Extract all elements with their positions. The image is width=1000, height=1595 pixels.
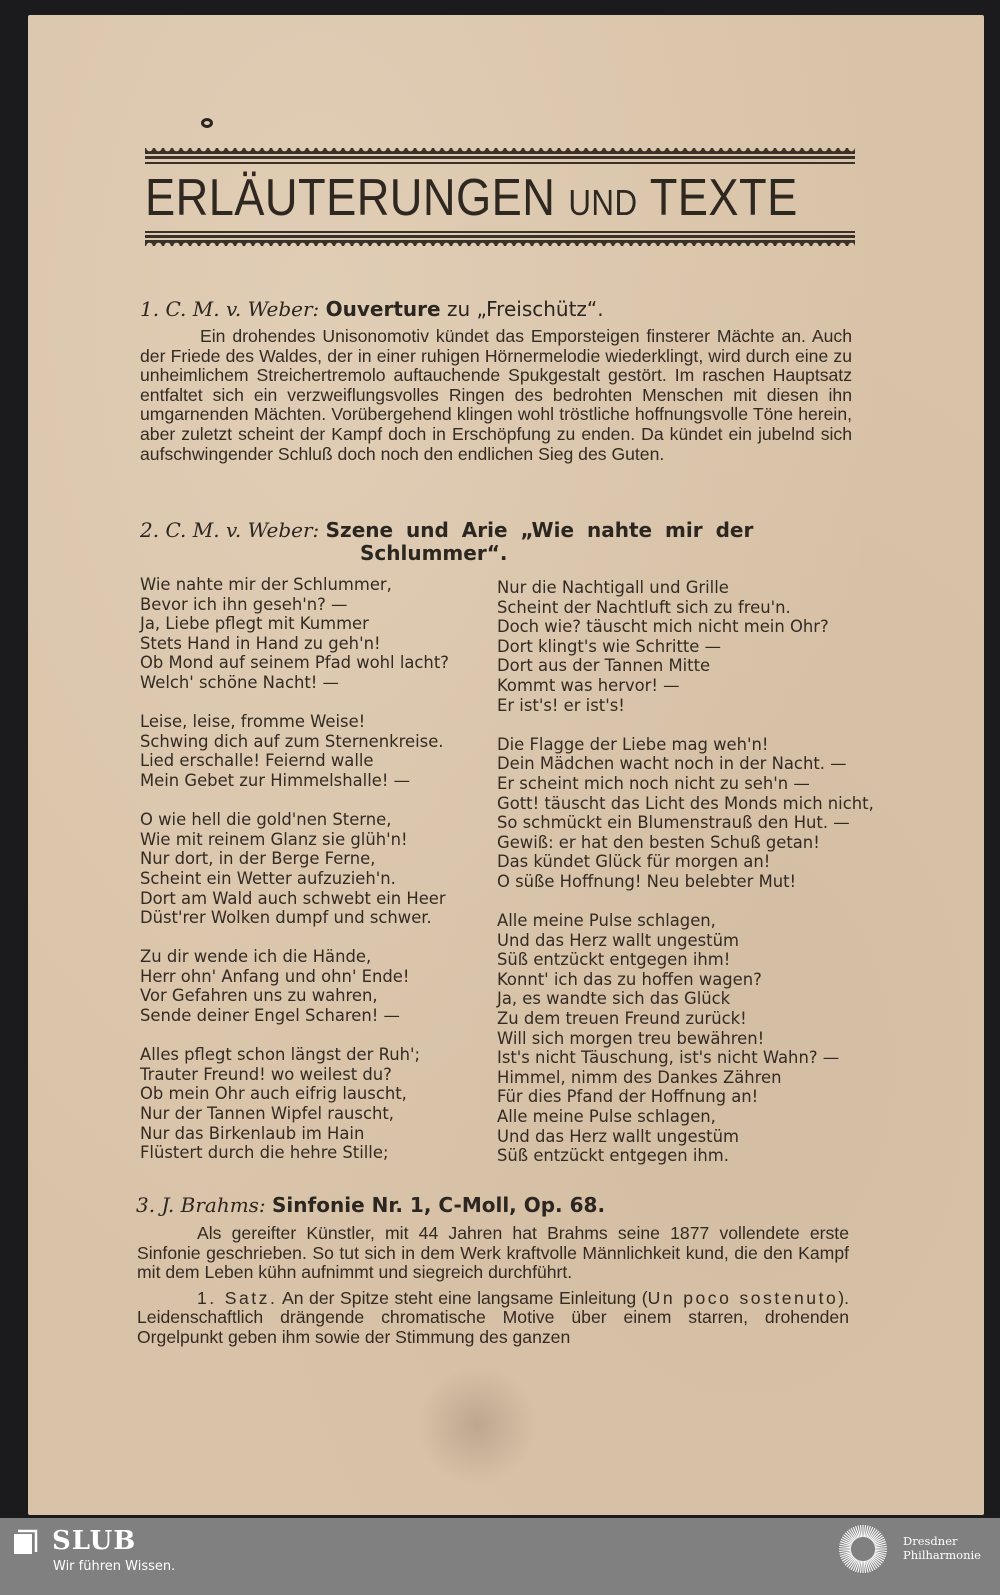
partner-name	[903, 1534, 981, 1562]
page-title	[145, 168, 798, 233]
verse-line: O süße Hoffnung! Neu belebter Mut!	[497, 871, 797, 891]
verse-line: Ja, Liebe pflegt mit Kummer	[140, 614, 369, 634]
verse-line: Lied erschalle! Feiernd walle	[140, 751, 374, 771]
verse-line: Düst'rer Wolken dumpf und schwer.	[140, 908, 432, 928]
composer: C. M. v. Weber:	[165, 518, 320, 542]
verse-line: Dort am Wald auch schwebt ein Heer	[140, 888, 446, 908]
verse-line: Will sich morgen treu bewähren!	[497, 1028, 765, 1048]
footer-bar	[0, 1518, 1000, 1595]
verse-line: Dort klingt's wie Schritte —	[497, 636, 721, 656]
verse-line: Er ist's! er ist's!	[497, 695, 625, 715]
verse-line: Wie mit reinem Glanz sie glüh'n!	[140, 829, 408, 849]
verse-line: Er scheint mich noch nicht zu seh'n —	[497, 773, 810, 793]
stanza-gap	[140, 928, 449, 948]
section-1-heading	[140, 297, 604, 321]
verse-line: Sende deiner Engel Scharen! —	[140, 1006, 400, 1026]
verse-line: Gott! täuscht das Licht des Monds mich nicht,	[497, 793, 874, 813]
verse-line: Das kündet Glück für morgen an!	[497, 852, 771, 872]
partner-name-line1: Dresdner	[903, 1534, 958, 1548]
library-name: SLUB	[52, 1526, 137, 1556]
verse-line: Scheint der Nachtluft sich zu freu'n.	[497, 597, 791, 617]
verse-line: Schwing dich auf zum Sternenkreise.	[140, 731, 444, 751]
verse-line: Dein Mädchen wacht noch in der Nacht. —	[497, 754, 847, 774]
verse-line: O wie hell die gold'nen Sterne,	[140, 810, 392, 830]
verse-line: Leise, leise, fromme Weise!	[140, 712, 366, 732]
logo-ray	[875, 1546, 887, 1547]
verse-line: Herr ohn' Anfang und ohn' Ende!	[140, 966, 410, 986]
header-ornament-top	[145, 148, 855, 164]
movement-paragraph	[137, 1289, 849, 1348]
logo-ray	[860, 1561, 861, 1573]
work-title: Ouverture	[325, 297, 441, 321]
verse-line: Ja, es wandte sich das Glück	[497, 989, 731, 1009]
section-3-heading	[136, 1193, 605, 1217]
stanza-gap	[140, 791, 449, 811]
logo-ray	[864, 1525, 865, 1537]
verse-line: Mein Gebet zur Himmelshalle! —	[140, 770, 411, 790]
verse-line: Wie nahte mir der Schlummer,	[140, 575, 392, 594]
verse-line: Stets Hand in Hand zu geh'n!	[140, 633, 381, 653]
section-number: 3.	[136, 1193, 156, 1217]
library-tagline: Wir führen Wissen.	[53, 1559, 176, 1574]
verse-line: Gewiß: er hat den besten Schuß getan!	[497, 832, 820, 852]
verse-line: Süß entzückt entgegen ihm!	[497, 950, 731, 970]
composer: C. M. v. Weber:	[165, 297, 320, 321]
verse-line: Doch wie? täuscht mich nicht mein Ohr?	[497, 617, 829, 637]
verse-line: Ist's nicht Täuschung, ist's nicht Wahn? —	[497, 1048, 840, 1068]
section-number: 2.	[140, 518, 160, 542]
verse-line: Nur dort, in der Berge Ferne,	[140, 849, 376, 869]
section-1-text	[140, 327, 852, 464]
verse-line: Vor Gefahren uns zu wahren,	[140, 986, 378, 1006]
verse-line: Zu dem treuen Freund zurück!	[497, 1009, 747, 1029]
verse-line: Dort aus der Tannen Mitte	[497, 656, 711, 676]
slub-logo-icon	[14, 1528, 40, 1554]
logo-ray	[860, 1525, 861, 1537]
work-title-cont: Schlummer“.	[360, 541, 508, 565]
verse-line: Flüstert durch die hehre Stille;	[140, 1143, 389, 1163]
verse-column-left	[140, 575, 449, 1163]
title-connector: UND	[568, 182, 638, 223]
stanza-gap	[497, 892, 874, 912]
verse-line: Alle meine Pulse schlagen,	[497, 1107, 716, 1127]
verse-line: So schmückt ein Blumenstrauß den Hut. —	[497, 813, 850, 833]
verse-line: Nur die Nachtigall und Grille	[497, 578, 729, 597]
title-main: ERLÄUTERUNGEN	[145, 169, 556, 227]
verse-line: Zu dir wende ich die Hände,	[140, 947, 372, 967]
verse-line: Ob mein Ohr auch eifrig lauscht,	[140, 1084, 407, 1104]
verse-line: Himmel, nimm des Dankes Zähren	[497, 1067, 782, 1087]
work-suffix: zu „Freischütz“.	[446, 297, 604, 321]
verse-line: Konnt' ich das zu hoffen wagen?	[497, 969, 762, 989]
section-2-heading-cont	[360, 541, 507, 565]
verse-line: Die Flagge der Liebe mag weh'n!	[497, 734, 769, 754]
section-number: 1.	[140, 297, 160, 321]
movement-label: 1. Satz.	[197, 1287, 278, 1308]
stanza-gap	[497, 715, 874, 735]
verse-line: Bevor ich ihn geseh'n? —	[140, 594, 348, 614]
verse-line: Kommt was hervor! —	[497, 675, 680, 695]
logo-ray	[839, 1550, 851, 1551]
verse-line: Ob Mond auf seinem Pfad wohl lacht?	[140, 653, 449, 673]
verse-line: Alle meine Pulse schlagen,	[497, 911, 716, 931]
verse-line: Scheint ein Wetter aufzuzieh'n.	[140, 868, 396, 888]
verse-line: Alles pflegt schon längst der Ruh';	[140, 1045, 421, 1065]
verse-line: Trauter Freund! wo weilest du?	[140, 1064, 392, 1084]
section-2-heading	[140, 518, 753, 542]
movement-text: An der Spitze steht eine langsame Einleitung (	[281, 1287, 648, 1308]
movement-text-cont: ). Leidenschaftlich drängende chromatische Motive über einem starren, drohenden Orgelpunkt geben ihm sowie der Stimmung des ganzen	[137, 1287, 849, 1347]
stanza-gap	[140, 693, 449, 713]
verse-column-right	[497, 578, 874, 1166]
header-ornament-bottom	[145, 228, 855, 246]
logo-ray	[864, 1561, 865, 1573]
verse-line: Für dies Pfand der Hoffnung an!	[497, 1087, 759, 1107]
partner-name-line2: Philharmonie	[903, 1548, 981, 1562]
verse-line: Und das Herz wallt ungestüm	[497, 1126, 739, 1146]
logo-ray	[839, 1546, 851, 1547]
work-title: Sinfonie Nr. 1, C-Moll, Op. 68.	[272, 1193, 606, 1217]
philharmonie-logo-icon	[836, 1522, 890, 1576]
logo-ray	[875, 1550, 887, 1551]
verse-line: Welch' schöne Nacht! —	[140, 672, 339, 692]
composer: J. Brahms:	[161, 1193, 266, 1217]
section-3-text	[137, 1224, 849, 1348]
paragraph: Ein drohendes Unisonomotiv kündet das Emporsteigen finsterer Mächte an. Auch der Friede des Waldes, der in einer ruhigen Hörnermelodie wiederklingt, wird durch eine zu unheimlichem Streichertremolo auftauchende Spukgestalt gestört. Im raschen Hauptsatz entfaltet sich ein verzweiflungsvolles Ringen des bedrohten Menschen mit diesen ihn umgarnenden Mächten. Vorübergehend klingen wohl tröstliche hoffnungsvolle Töne herein, aber zuletzt scheint der Kampf doch in Erschöpfung zu enden. Da kündet ein jubelnd sich aufschwingender Schluß doch noch den endlichen Sieg des Guten.	[140, 326, 852, 464]
verse-line: Nur der Tannen Wipfel rauscht,	[140, 1104, 395, 1124]
work-title: Szene und Arie „Wie nahte mir der	[325, 518, 754, 542]
title-end: TEXTE	[649, 169, 798, 227]
tempo-marking: Un poco sostenuto	[647, 1287, 839, 1308]
verse-line: Und das Herz wallt ungestüm	[497, 930, 739, 950]
verse-line: Süß entzückt entgegen ihm.	[497, 1146, 729, 1166]
punch-hole-mark	[201, 118, 213, 128]
stanza-gap	[140, 1026, 449, 1046]
paragraph: Als gereifter Künstler, mit 44 Jahren hat Brahms seine 1877 vollendete erste Sinfonie geschrieben. So tut sich in dem Werk kraftvolle Männlichkeit kund, die den Kampf mit dem Leben kühn aufnimmt und siegreich durchführt.	[137, 1223, 849, 1283]
verse-line: Nur das Birkenlaub im Hain	[140, 1123, 365, 1143]
